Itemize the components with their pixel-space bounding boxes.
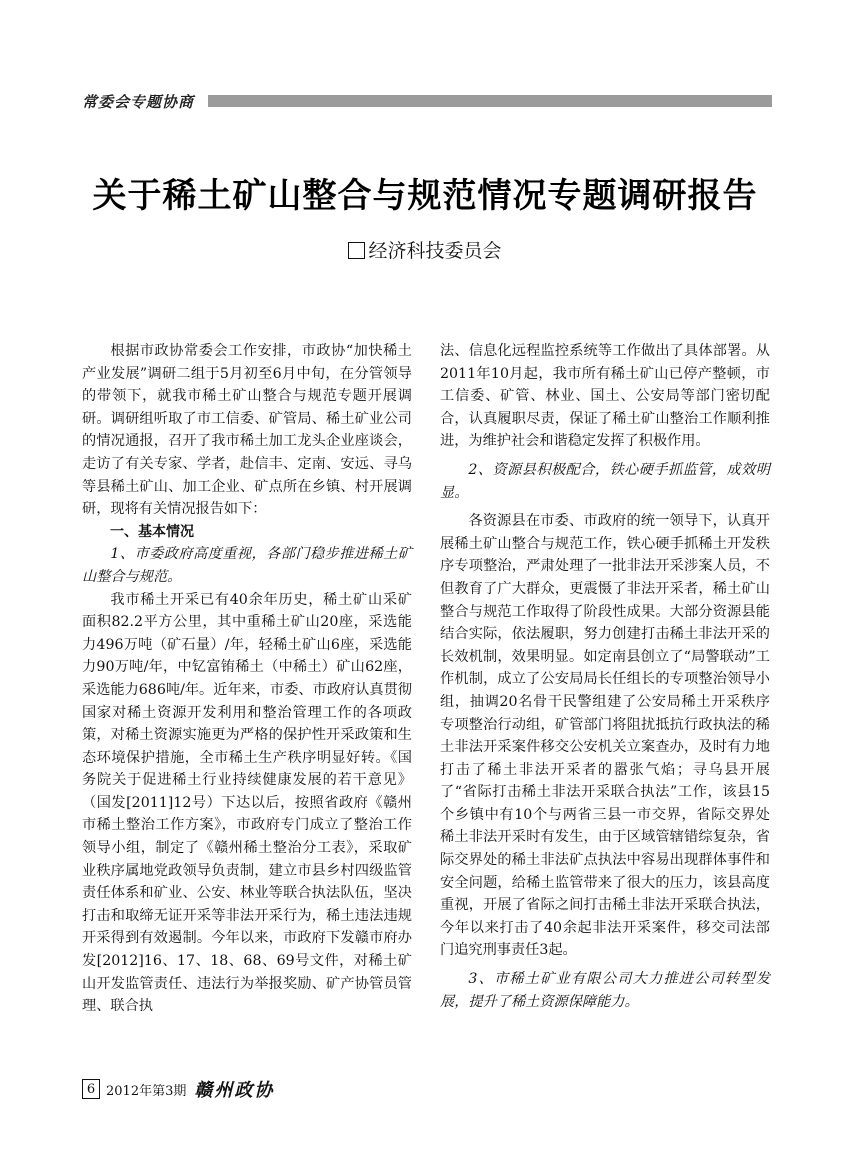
page-number: 6 — [82, 1079, 100, 1099]
header-rule — [208, 95, 772, 107]
paragraph: 根据市政协常委会工作安排，市政协“加快稀土产业发展”调研二组于5月初至6月中旬，在分管领导的带领下，就我市稀土矿山整合与规范专题开展调研。调研组听取了市工信委、矿管局、稀土矿业公司的情况通报，召开了我市稀土加工龙头企业座谈会，走访了有关专家、学者，赴信丰、定南、安远、寻乌等县稀土矿山、加工企业、矿点所在乡镇、村开展调研，现将有关情况报告如下： — [82, 343, 412, 518]
article-author — [0, 236, 850, 263]
article-title: 关于稀土矿山整合与规范情况专题调研报告 — [92, 176, 758, 216]
author-name: 经济科技委员会 — [368, 240, 502, 262]
square-bullet-icon — [348, 242, 365, 259]
issue-label: 2012年第3期 — [106, 1083, 187, 1099]
subsection-heading: 2、资源县积极配合，铁心硬手抓监管，成效明显。 — [440, 461, 770, 501]
magazine-name: 赣州政协 — [194, 1080, 275, 1101]
subsection-heading: 1、市委政府高度重视，各部门稳步推进稀土矿山整合与规范。 — [82, 546, 412, 585]
left-column — [82, 340, 412, 1018]
running-header — [82, 92, 772, 110]
paragraph: 各资源县在市委、市政府的统一领导下，认真开展稀土矿山整合与规范工作，铁心硬手抓稀土开发秩序专项整治，严肃处理了一批非法开采涉案人员，不但教育了广大群众，更震慑了非法开采者，稀土矿山整合与规范工作取得了阶段性成果。大部分资源县能结合实际，依法履职，努力创建打击稀土非法开采的长效机制，效果明显。如定南县创立了“局警联动”工作机制，成立了公安局局长任组长的专项整治领导小组，抽调20名骨干民警组建了公安局稀土开采秩序专项整治行动组，矿管部门将阻扰抵抗行政执法的稀土非法开采案件移交公安机关立案查办，及时有力地打击了稀土非法开采者的嚣张气焰；寻乌县开展了“省际打击稀土非法开采联合执法”工作，该县15个乡镇中有10个与两省三县一市交界，省际交界处稀土非法开采时有发生，由于区域管辖错综复杂，省际交界处的稀土非法矿点执法中容易出现群体事件和安全问题，给稀土监管带来了很大的压力，该县高度重视，开展了省际之间打击稀土非法开采联合执法，今年以来打击了40余起非法开采案件，移交司法部门追究刑事责任3起。 — [440, 513, 770, 959]
section-heading: 一、基本情况 — [110, 523, 194, 540]
subsection-heading: 3、市稀土矿业有限公司大力推进公司转型发展，提升了稀土资源保障能力。 — [440, 971, 770, 1010]
section-label: 常委会专题协商 — [82, 92, 195, 111]
paragraph: 我市稀土开采已有40余年历史，稀土矿山采矿面积82.2平方公里，其中重稀土矿山20座，采选能力496万吨（矿石量）/年，轻稀土矿山6座，采选能力90万吨/年，中钇富铕稀土（中稀土）矿山62座，采选能力686吨/年。近年来，市委、市政府认真贯彻国家对稀土资源开发利用和整治管理工作的各项政策，对稀土资源实施更为严格的保护性开采政策和生态环境保护措施，全市稀土生产秩序明显好转。《国务院关于促进稀土行业持续健康发展的若干意见》（国发[2011]12号）下达以后，按照省政府《赣州市稀土整治工作方案》，市政府专门成立了整治工作领导小组，制定了《赣州稀土整治分工表》，采取矿业秩序属地党政领导负责制，建立市县乡村四级监管责任体系和矿业、公安、林业等联合执法队伍，坚决打击和取缔无证开采等非法开采行为，稀土违法违规开采得到有效遏制。今年以来，市政府下发赣市府办发[2012]16、17、18、68、69号文件，对稀土矿山开发监管责任、违法行为举报奖励、矿产协管员管理、联合执 — [82, 591, 412, 1015]
page-footer — [82, 1078, 274, 1100]
paragraph-continued: 法、信息化远程监控系统等工作做出了具体部署。从2011年10月起，我市所有稀土矿山已停产整顿，市工信委、矿管、林业、国土、公安局等部门密切配合，认真履职尽责，保证了稀土矿山整治工作顺利推进，为维护社会和谐稳定发挥了积极作用。 — [440, 343, 770, 450]
right-column — [440, 340, 770, 1013]
